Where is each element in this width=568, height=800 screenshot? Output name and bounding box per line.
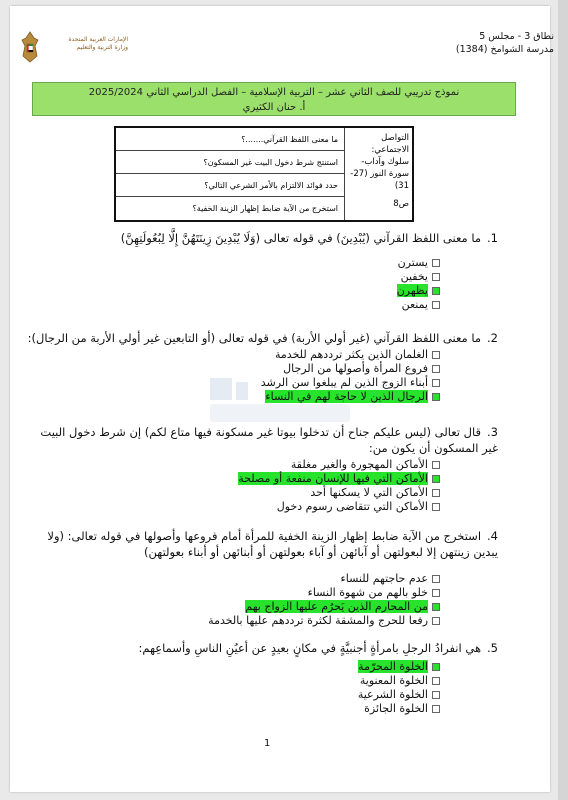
checkbox-icon[interactable] xyxy=(432,663,440,671)
question-text: قال تعالى (ليس عليكم جناح أن تدخلوا بيوتا غير مسكونة فيها متاع لكم) إن شرط دخول البيت غير المسكون أن يكون من: xyxy=(40,425,498,455)
option[interactable]: خلو بالهم من شهوة النساء xyxy=(190,586,440,600)
checkbox-icon[interactable] xyxy=(432,259,440,267)
option[interactable]: يخفين xyxy=(280,270,440,284)
checkbox-icon[interactable] xyxy=(432,503,440,511)
learning-outcomes-table xyxy=(114,126,414,222)
checkbox-icon[interactable] xyxy=(432,301,440,309)
checkbox-icon[interactable] xyxy=(432,379,440,387)
option-correct[interactable]: من المحارم الذين يَحرُم عليها الزواج بهم xyxy=(190,600,440,614)
option[interactable]: الخلوة الجائزة xyxy=(280,702,440,716)
question-text: ما معنى اللفظ القرآني (غير أولي الأربة) في قوله تعالى (أو التابعين غير أولي الأربة من الرجال): xyxy=(27,331,482,345)
question-number: 4. xyxy=(487,529,498,543)
topic-line: سلوك وآداب-سورة النور (27-31) xyxy=(350,157,409,191)
option[interactable]: الخلوة الشرعية xyxy=(280,688,440,702)
checkbox-icon[interactable] xyxy=(432,273,440,281)
question-number: 1. xyxy=(487,231,498,245)
ministry-name xyxy=(42,36,128,52)
option[interactable]: الخلوة المعنوية xyxy=(280,674,440,688)
question-4-options xyxy=(190,572,440,628)
checkbox-icon[interactable] xyxy=(432,617,440,625)
outcome-row: حدد فوائد الالتزام بالأمر الشرعي التالي؟ xyxy=(116,174,344,197)
checkbox-icon[interactable] xyxy=(432,351,440,359)
teacher-name: أ. حنان الكثيري xyxy=(242,102,306,113)
topic-line: التواصل الاجتماعي: xyxy=(371,133,409,155)
question-3-options xyxy=(190,458,440,514)
option-correct[interactable]: الرجال الذين لا حاجة لهم في النساء xyxy=(190,390,440,404)
option[interactable]: الغلمان الذين يكثر ترددهم للخدمة xyxy=(190,348,440,362)
checkbox-icon[interactable] xyxy=(432,393,440,401)
option[interactable]: الأماكن التي لا يسكنها أحد xyxy=(190,486,440,500)
option-correct[interactable]: الأماكن التي فيها للإنسان منفعة أو مصلحة xyxy=(190,472,440,486)
question-text: ما معنى اللفظ القرآني (يُبْدِينَ) في قوله تعالى (وَلَا يُبْدِينَ زِينَتَهُنَّ إِلَّا لِبُعُولَتِهِنَّ) xyxy=(120,231,482,245)
ministry-logo xyxy=(20,28,130,72)
question-text: استخرج من الآية ضابط إظهار الزينة الخفية للمرأة أمام فروعها وأصولها في قوله تعالى: (ولا يبدين زينتهن إلا لبعولتهن أو آبائهن أو آباء بعولتهن أو أبنائهن أو أبناء بعولتهن) xyxy=(47,529,498,559)
viewer-scrollbar[interactable] xyxy=(558,0,568,800)
falcon-emblem-icon xyxy=(20,30,40,64)
banner-title: نموذج تدريبي للصف الثاني عشر – التربية الإسلامية – الفصل الدراسي الثاني 2025/2024 xyxy=(88,87,460,98)
checkbox-icon[interactable] xyxy=(432,575,440,583)
option[interactable]: الأماكن التي تتقاضى رسوم دخول xyxy=(190,500,440,514)
outcome-row: استخرج من الآية ضابط إظهار الزينة الخفية؟ xyxy=(192,204,338,213)
question-4 xyxy=(26,528,498,560)
question-number: 2. xyxy=(487,331,498,345)
question-2 xyxy=(26,330,498,346)
option-correct[interactable]: يظهرن xyxy=(280,284,440,298)
outcome-row: ما معنى اللفظ القرآني.......؟ xyxy=(116,128,344,151)
option[interactable]: يسترن xyxy=(280,256,440,270)
option[interactable]: يمنعن xyxy=(280,298,440,312)
exam-title-banner xyxy=(32,82,516,116)
option[interactable]: عدم حاجتهم للنساء xyxy=(190,572,440,586)
option[interactable]: أبناء الزوج الذين لم يبلغوا سن الرشد xyxy=(190,376,440,390)
option[interactable]: الأماكن المهجورة والغير مغلقة xyxy=(190,458,440,472)
question-number: 3. xyxy=(487,425,498,439)
checkbox-icon[interactable] xyxy=(432,603,440,611)
question-3 xyxy=(26,424,498,456)
outcome-row: استنتج شرط دخول البيت غير المسكون؟ xyxy=(116,151,344,174)
checkbox-icon[interactable] xyxy=(432,365,440,373)
ministry-line: الإمارات العربية المتحدة xyxy=(68,36,128,43)
school-line: مدرسة الشوامخ (1384) xyxy=(455,44,554,55)
checkbox-icon[interactable] xyxy=(432,589,440,597)
page-number: 1 xyxy=(264,738,271,749)
question-text: هي انفرادُ الرجلِ بامرأةٍ أجنبيَّةٍ في مكانٍ بعيدٍ عن أعيُنِ الناسِ وأسماعِهم: xyxy=(138,641,482,655)
checkbox-icon[interactable] xyxy=(432,705,440,713)
question-number: 5. xyxy=(487,641,498,655)
option-correct[interactable]: الخلوة المحرّمة xyxy=(280,660,440,674)
question-2-options xyxy=(190,348,440,404)
question-5-options xyxy=(280,660,440,716)
option[interactable]: فروع المرأة وأصولها من الرجال xyxy=(190,362,440,376)
checkbox-icon[interactable] xyxy=(432,287,440,295)
checkbox-icon[interactable] xyxy=(432,489,440,497)
option[interactable]: رفعا للحرج والمشقة لكثرة ترددهم عليها بالخدمة xyxy=(190,614,440,628)
checkbox-icon[interactable] xyxy=(432,691,440,699)
checkbox-icon[interactable] xyxy=(432,677,440,685)
school-line: نطاق 3 - مجلس 5 xyxy=(479,31,554,42)
checkbox-icon[interactable] xyxy=(432,475,440,483)
question-1 xyxy=(26,230,498,246)
question-1-options xyxy=(280,256,440,312)
ministry-line: وزارة التربية والتعليم xyxy=(76,44,128,51)
school-info xyxy=(414,30,554,56)
checkbox-icon[interactable] xyxy=(432,461,440,469)
question-5 xyxy=(26,640,498,656)
topic-page: ص8 xyxy=(393,199,409,209)
lesson-topic-cell xyxy=(344,128,412,220)
